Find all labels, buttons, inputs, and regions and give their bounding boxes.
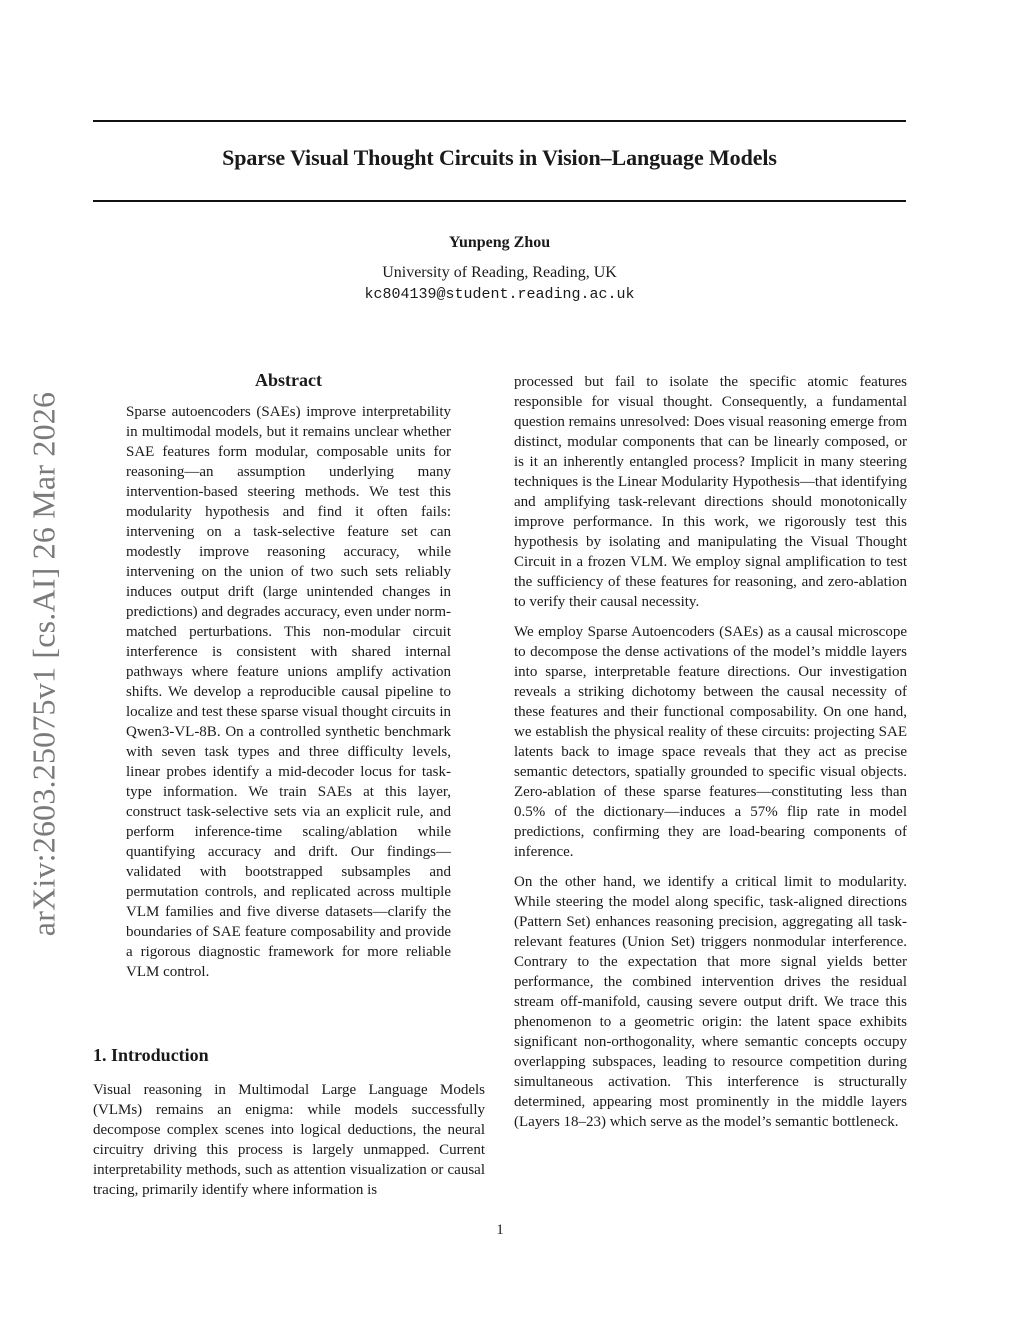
- introduction-paragraph-1-continued: processed but fail to isolate the specific atomic features responsible for visual thought. Consequently, a fundamental question remains unresolved: Does visual reasoning emerge from distinct, modular components that can be linearly composed, or is it an inherently entangled process? Implicit in many steering techniques is the Linear Modularity Hypothesis—that identifying and amplifying task-relevant directions should monotonically improve performance. In this work, we rigorously test this hypothesis by isolating and manipulating the Visual Thought Circuit in a frozen VLM. We employ signal amplification to test the sufficiency of these features for reasoning, and zero-ablation to verify their causal necessity.: [514, 374, 907, 610]
- abstract-text: Sparse autoencoders (SAEs) improve interpretability in multimodal models, but it remains unclear whether SAE features form modular, composable units for reasoning—an assumption underlying many intervention-based steering methods. We test this modularity hypothesis and find it often fails: intervening on a task-selective feature set can modestly improve reasoning accuracy, while intervening on the union of two such sets reliably induces output drift (large unintended changes in predictions) and degrades accuracy, even under norm-matched perturbations. This non-modular circuit interference is consistent with shared internal pathways where feature unions amplify activation shifts. We develop a reproducible causal pipeline to localize and test these sparse visual thought circuits in Qwen3-VL-8B. On a controlled synthetic benchmark with seven task types and three difficulty levels, linear probes identify a mid-decoder locus for task-type information. We train SAEs at this layer, construct task-selective sets via an explicit rule, and perform inference-time scaling/ablation while quantifying accuracy and drift. Our findings—validated with bootstrapped subsamples and permutation controls, and replicated across multiple VLM families and five diverse datasets—clarify the boundaries of SAE feature composability and provide a rigorous diagnostic framework for more reliable VLM control.: [126, 404, 451, 980]
- abstract-body: [126, 402, 451, 982]
- author-affiliation: University of Reading, Reading, UK: [382, 264, 617, 281]
- author-name: Yunpeng Zhou: [448, 234, 551, 251]
- title-top-rule: [93, 120, 906, 122]
- page-number: 1: [496, 1222, 504, 1238]
- introduction-paragraph-2: We employ Sparse Autoencoders (SAEs) as a causal microscope to decompose the dense activations of the model’s middle layers into sparse, interpretable feature directions. Our investigation reveals a striking dichotomy between the causal necessity of these features and their functional composability. On one hand, we establish the physical reality of these circuits: projecting SAE latents back to image space reveals that they act as precise semantic detectors, spatially grounded to specific visual objects. Zero-ablation of these sparse features—constituting less than 0.5% of the dictionary—induces a 57% flip rate in model predictions, confirming they are load-bearing components of inference.: [514, 624, 907, 860]
- introduction-paragraph-1-start: Visual reasoning in Multimodal Large Language Models (VLMs) remains an enigma: while models successfully decompose complex scenes into logical deductions, the neural circuitry driving this process is largely unmapped. Current interpretability methods, such as attention visualization or causal tracing, primarily identify where information is: [93, 1082, 485, 1198]
- title-bottom-rule: [93, 200, 906, 202]
- abstract-heading: Abstract: [255, 370, 322, 390]
- right-column: [514, 372, 907, 1132]
- introduction-heading: 1. Introduction: [93, 1045, 209, 1065]
- paper-title: Sparse Visual Thought Circuits in Vision–Language Models: [222, 145, 777, 170]
- introduction-left-column: [93, 1080, 485, 1200]
- author-email[interactable]: kc804139@student.reading.ac.uk: [364, 286, 635, 303]
- arxiv-identifier-stamp: arXiv:2603.25075v1 [cs.AI] 26 Mar 2026: [25, 391, 62, 937]
- introduction-paragraph-3: On the other hand, we identify a critical limit to modularity. While steering the model along specific, task-aligned directions (Pattern Set) enhances reasoning precision, aggregating all task-relevant features (Union Set) triggers nonmodular interference. Contrary to the expectation that more signal yields better performance, the combined intervention drives the residual stream off-manifold, causing severe output drift. We trace this phenomenon to a geometric origin: the latent space exhibits significant non-orthogonality, where semantic concepts occupy overlapping subspaces, leading to resource competition during simultaneous activation. This interference is structurally determined, appearing most prominently in the middle layers (Layers 18–23) which serve as the model’s semantic bottleneck.: [514, 874, 907, 1130]
